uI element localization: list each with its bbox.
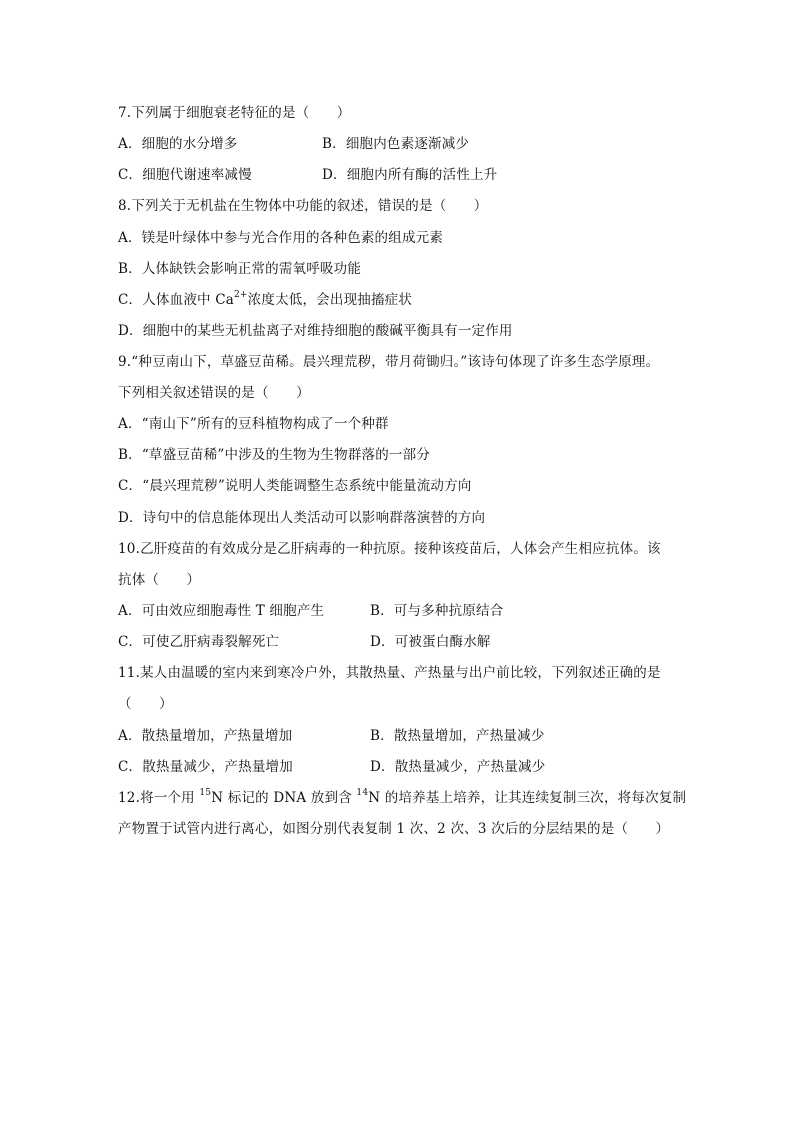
- question-8-option-d: D．细胞中的某些无机盐离子对维持细胞的酸碱平衡具有一定作用: [118, 323, 513, 339]
- question-7-option-d: D．细胞内所有酶的活性上升: [322, 167, 498, 183]
- question-11-option-a: A．散热量增加，产热量增加: [118, 728, 293, 744]
- question-8-option-c-prefix: C．人体血液中 Ca: [118, 292, 234, 308]
- question-12-stem-line-2: 产物置于试管内进行离心，如图分别代表复制 1 次、2 次、3 次后的分层结果的是（ ）: [118, 821, 670, 837]
- question-7-option-b: B．细胞内色素逐渐减少: [322, 136, 470, 152]
- question-8-option-c: [118, 288, 412, 312]
- question-12-text-1: 12.将一个用: [118, 790, 200, 806]
- question-11-stem-line-2: （ ）: [118, 696, 173, 712]
- question-9-stem-line-2: 下列相关叙述错误的是（ ）: [118, 385, 310, 401]
- question-7-option-c: C．细胞代谢速率减慢: [118, 167, 252, 183]
- question-11-option-d: D．散热量减少，产热量减少: [370, 759, 546, 775]
- question-11-option-c: C．散热量减少，产热量增加: [118, 759, 293, 775]
- question-10-stem-line-1: 10.乙肝疫苗的有效成分是乙肝病毒的一种抗原。接种该疫苗后，人体会产生相应抗体。该: [118, 541, 661, 557]
- question-9-option-a: A．“南山下”所有的豆科植物构成了一个种群: [118, 416, 389, 432]
- question-7-stem: 7.下列属于细胞衰老特征的是（ ）: [118, 105, 351, 121]
- question-8-option-a: A．镁是叶绿体中参与光合作用的各种色素的组成元素: [118, 230, 444, 246]
- question-7-option-a: A．细胞的水分增多: [118, 136, 238, 152]
- question-8-stem: 8.下列关于无机盐在生物体中功能的叙述，错误的是（ ）: [118, 198, 488, 214]
- question-8-option-b: B．人体缺铁会影响正常的需氧呼吸功能: [118, 261, 362, 277]
- question-9-option-c: C．“晨兴理荒秽”说明人类能调整生态系统中能量流动方向: [118, 478, 472, 494]
- question-11-option-b: B．散热量增加，产热量减少: [370, 728, 545, 744]
- question-10-stem-line-2: 抗体（ ）: [118, 572, 201, 588]
- question-9-option-b: B．“草盛豆苗稀”中涉及的生物为生物群落的一部分: [118, 447, 431, 463]
- ion-charge-superscript: 2+: [234, 290, 248, 300]
- question-12-text-2: N 标记的 DNA 放到含: [211, 790, 357, 806]
- question-9-option-d: D．诗句中的信息能体现出人类活动可以影响群落演替的方向: [118, 510, 486, 526]
- question-8-option-c-suffix: 浓度太低，会出现抽搐症状: [247, 292, 413, 308]
- isotope-15-superscript: 15: [199, 788, 212, 798]
- question-10-option-b: B．可与多种抗原结合: [370, 603, 504, 619]
- question-10-option-c: C．可使乙肝病毒裂解死亡: [118, 634, 280, 650]
- question-10-option-d: D．可被蛋白酶水解: [370, 634, 491, 650]
- question-9-stem-line-1: 9.“种豆南山下，草盛豆苗稀。晨兴理荒秽，带月荷锄归。”该诗句体现了许多生态学原理。: [118, 354, 660, 370]
- question-10-option-a: A．可由效应细胞毒性 T 细胞产生: [118, 603, 325, 619]
- question-12-stem-line-1: [118, 786, 686, 810]
- question-12-text-3: N 的培养基上培养，让其连续复制三次，将每次复制: [368, 790, 687, 806]
- question-11-stem-line-1: 11.某人由温暖的室内来到寒冷户外，其散热量、产热量与出户前比较，下列叙述正确的是: [118, 665, 661, 681]
- isotope-14-superscript: 14: [356, 788, 369, 798]
